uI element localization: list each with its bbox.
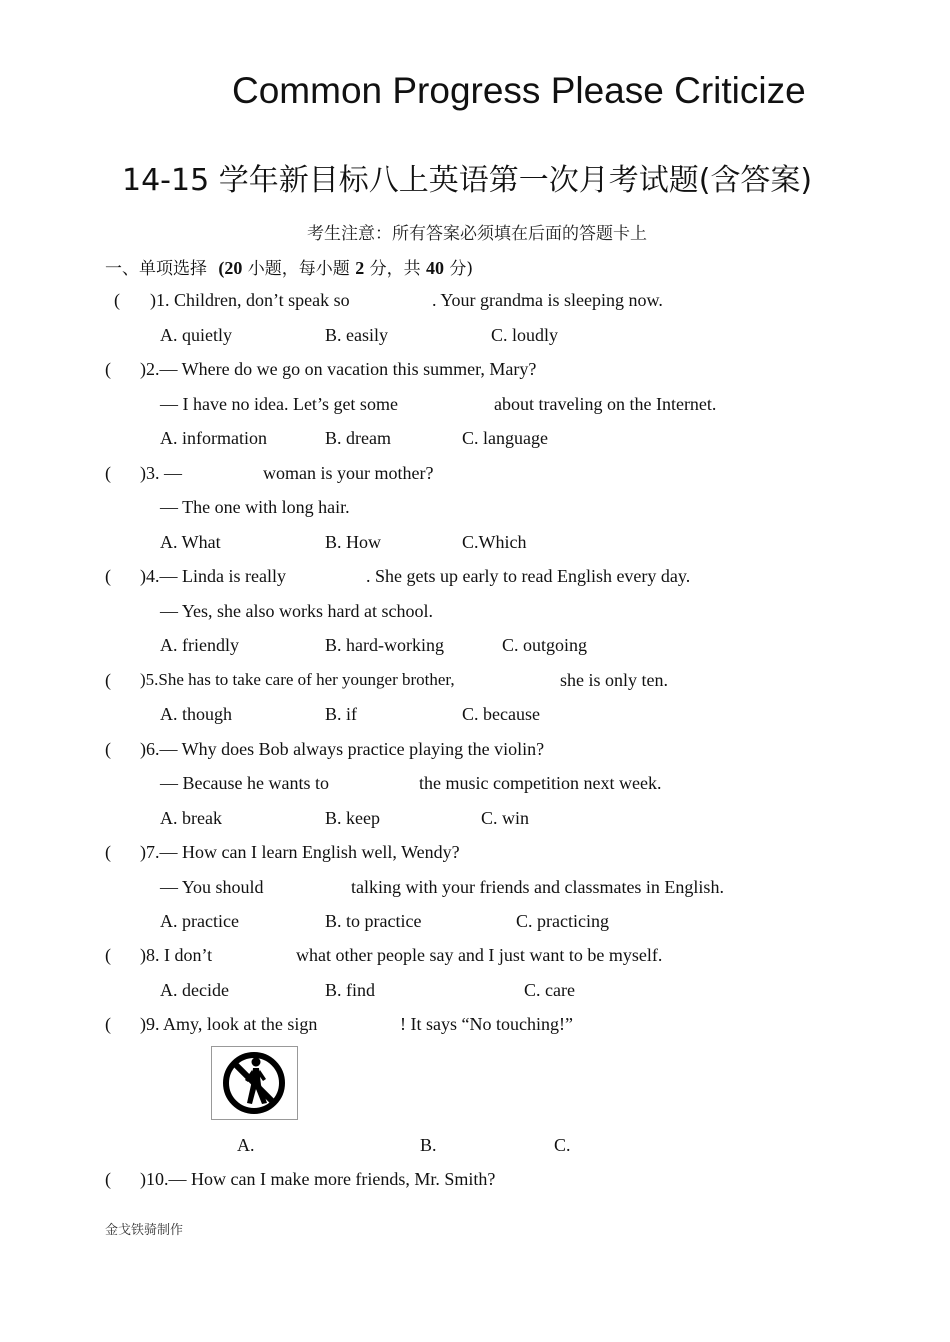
- q1-option-a: A. quietly: [160, 325, 232, 345]
- section-prefix: 一、单项选择: [105, 259, 207, 279]
- q5-option-c: C. because: [462, 704, 540, 724]
- q2-option-a: A. information: [160, 428, 267, 448]
- q6-reply-b: the music competition next week.: [419, 773, 662, 793]
- q1-option-b: B. easily: [325, 325, 388, 345]
- q3-option-c: C.Which: [462, 532, 527, 552]
- q4-stem-b: . She gets up early to read English every day.: [366, 566, 691, 586]
- section-count: 20: [224, 258, 243, 278]
- q8-option-b: B. find: [325, 980, 376, 1000]
- exam-title: 14-15 学年新目标八上英语第一次月考试题(含答案): [122, 163, 813, 198]
- q4-stem-a: )4.— Linda is really: [140, 566, 286, 586]
- q10-stem: )10.— How can I make more friends, Mr. Smith?: [140, 1169, 496, 1189]
- q8-stem-b: what other people say and I just want to be myself.: [296, 945, 663, 965]
- q9-option-c: C.: [554, 1135, 571, 1155]
- q5-option-b: B. if: [325, 704, 358, 724]
- q6-option-b: B. keep: [325, 808, 380, 828]
- q1-paren: (: [114, 290, 120, 310]
- q5-paren: (: [105, 670, 111, 690]
- q1-stem-b: . Your grandma is sleeping now.: [432, 290, 663, 310]
- q5-option-a: A. though: [160, 704, 232, 724]
- section-text-3: 分): [444, 259, 474, 279]
- q3-paren: (: [105, 463, 111, 483]
- q1-option-c: C. loudly: [491, 325, 559, 345]
- q7-stem: )7.— How can I learn English well, Wendy?: [140, 842, 460, 862]
- q8-option-c: C. care: [524, 980, 575, 1000]
- page-footer: 金戈铁骑制作: [105, 1223, 184, 1238]
- q9-option-b: B.: [420, 1135, 437, 1155]
- q3-option-b: B. How: [325, 532, 382, 552]
- q8-paren: (: [105, 945, 111, 965]
- q1-stem-a: )1. Children, don’t speak so: [150, 290, 350, 310]
- exam-note: 考生注意：所有答案必须填在后面的答题卡上: [307, 224, 647, 244]
- q2-stem: )2.— Where do we go on vacation this summer, Mary?: [140, 359, 537, 379]
- section-paren: (: [218, 258, 225, 278]
- section-total: 40: [426, 258, 445, 278]
- section-text-2: 分，共: [364, 259, 427, 279]
- no-pedestrian-sign-icon: [211, 1046, 298, 1120]
- q3-stem-b: woman is your mother?: [263, 463, 434, 483]
- q2-option-b: B. dream: [325, 428, 391, 448]
- page-header: Common Progress Please Criticize: [232, 70, 806, 111]
- q9-option-a: A.: [237, 1135, 255, 1155]
- q4-option-b: B. hard-working: [325, 635, 444, 655]
- q2-paren: (: [105, 359, 111, 379]
- q6-option-c: C. win: [481, 808, 530, 828]
- q4-reply: — Yes, she also works hard at school.: [160, 601, 433, 621]
- q9-paren: (: [105, 1014, 111, 1034]
- q4-paren: (: [105, 566, 111, 586]
- section-points: 2: [355, 258, 365, 278]
- q8-option-a: A. decide: [160, 980, 229, 1000]
- q2-reply-a: — I have no idea. Let’s get some: [160, 394, 398, 414]
- q6-paren: (: [105, 739, 111, 759]
- q7-option-c: C. practicing: [516, 911, 609, 931]
- q2-option-c: C. language: [462, 428, 548, 448]
- q7-reply-a: — You should: [160, 877, 264, 897]
- q3-stem-a: )3. —: [140, 463, 182, 483]
- q4-option-c: C. outgoing: [502, 635, 588, 655]
- q7-option-a: A. practice: [160, 911, 239, 931]
- q10-paren: (: [105, 1169, 111, 1189]
- q5-stem-a: )5.She has to take care of her younger brother,: [140, 670, 455, 689]
- q7-option-b: B. to practice: [325, 911, 422, 931]
- q6-option-a: A. break: [160, 808, 222, 828]
- section-heading: [105, 254, 473, 279]
- q8-stem-a: )8. I don’t: [140, 945, 213, 965]
- q4-option-a: A. friendly: [160, 635, 239, 655]
- q3-reply: — The one with long hair.: [160, 497, 350, 517]
- section-text-1: 小题，每小题: [242, 259, 356, 279]
- q6-stem: )6.— Why does Bob always practice playing the violin?: [140, 739, 545, 759]
- q7-reply-b: talking with your friends and classmates in English.: [351, 877, 724, 897]
- q3-option-a: A. What: [160, 532, 221, 552]
- q5-stem-b: she is only ten.: [560, 670, 668, 690]
- q9-stem-a: )9. Amy, look at the sign: [140, 1014, 318, 1034]
- q9-stem-b: ! It says “No touching!”: [400, 1014, 573, 1034]
- q6-reply-a: — Because he wants to: [160, 773, 329, 793]
- q7-paren: (: [105, 842, 111, 862]
- q2-reply-b: about traveling on the Internet.: [494, 394, 717, 414]
